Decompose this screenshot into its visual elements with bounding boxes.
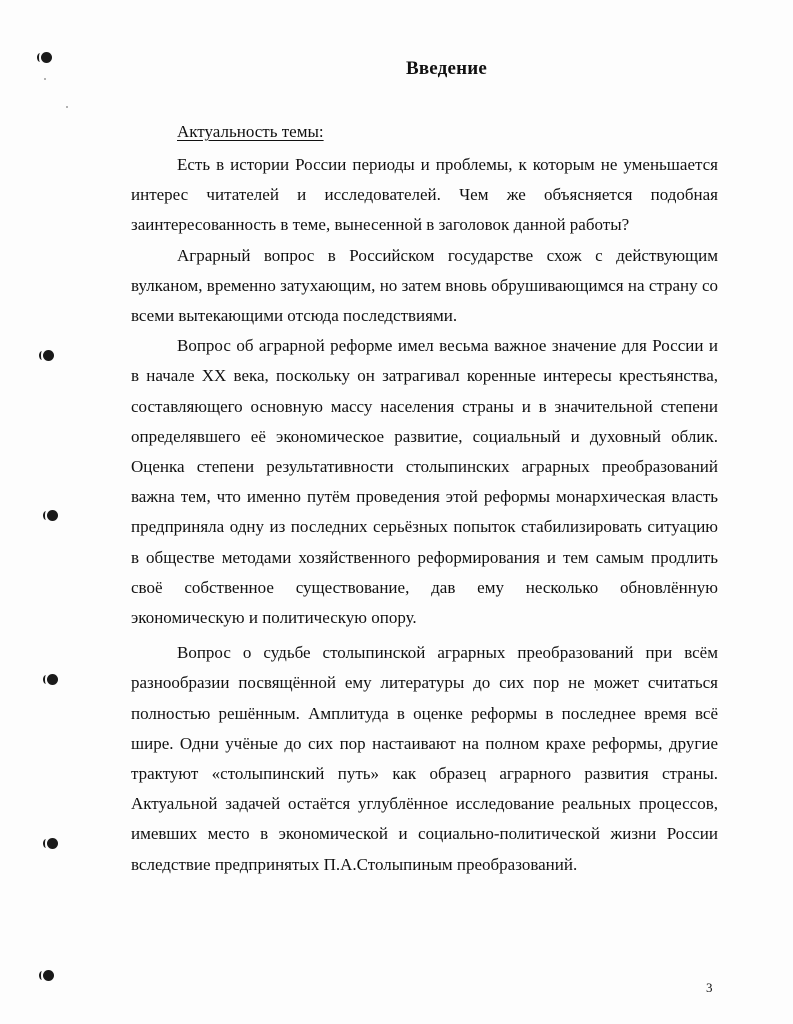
scan-speck: [66, 106, 68, 108]
binder-hole-icon: [47, 674, 58, 685]
binder-hole-icon: [43, 350, 54, 361]
page-title: Введение: [405, 58, 488, 79]
paragraph: Вопрос об аграрной реформе имел весьма важное значение для России и в начале XX века, поскольку он затрагивал коренные интересы крестьянства, составляющего основную массу населения страны и в значительной степени определявшего её экономическое развитие, социальный и духовный облик. Оценка степени результативности столыпинских аграрных преобразований важна тем, что именно путём проведения этой реформы монархическая власть предприняла одну из последних серьёзных попыток стабилизировать ситуацию в обществе методами хозяйственного реформирования и тем самым продлить своё собственное существование, дав ему несколько обновлённую экономическую и политическую опору.: [131, 336, 718, 628]
binder-hole-icon: [43, 970, 54, 981]
section-subtitle: Актуальность темы:: [177, 122, 324, 141]
binder-hole-icon: [47, 510, 58, 521]
page-number: 3: [706, 980, 713, 995]
binder-hole-icon: [47, 838, 58, 849]
body-text: [131, 150, 718, 880]
paragraph: Есть в истории России периоды и проблемы, к которым не уменьшается интерес читателей и исследователей. Чем же объясняется подобная заинтересованность в теме, вынесенной в заголовок данной работы?: [131, 155, 718, 235]
paragraph: Вопрос о судьбе столыпинской аграрных преобразований при всём разнообразии посвящённой ему литературы до сих пор не может считаться полностью решённым. Амплитуда в оценке реформы в последнее время всё шире. Одни учёные до сих пор настаивают на полном крахе реформы, другие трактуют «столыпинский путь» как образец аграрного развития страны. Актуальной задачей остаётся углублённое исследование реальных процессов, имевших место в экономической и социально-политической жизни России вследствие предпринятых П.А.Столыпиным преобразований.: [131, 643, 718, 874]
paragraph: Аграрный вопрос в Российском государстве схож с действующим вулканом, временно затухающим, но затем вновь обрушивающимся на страну со всеми вытекающими отсюда последствиями.: [131, 245, 718, 326]
